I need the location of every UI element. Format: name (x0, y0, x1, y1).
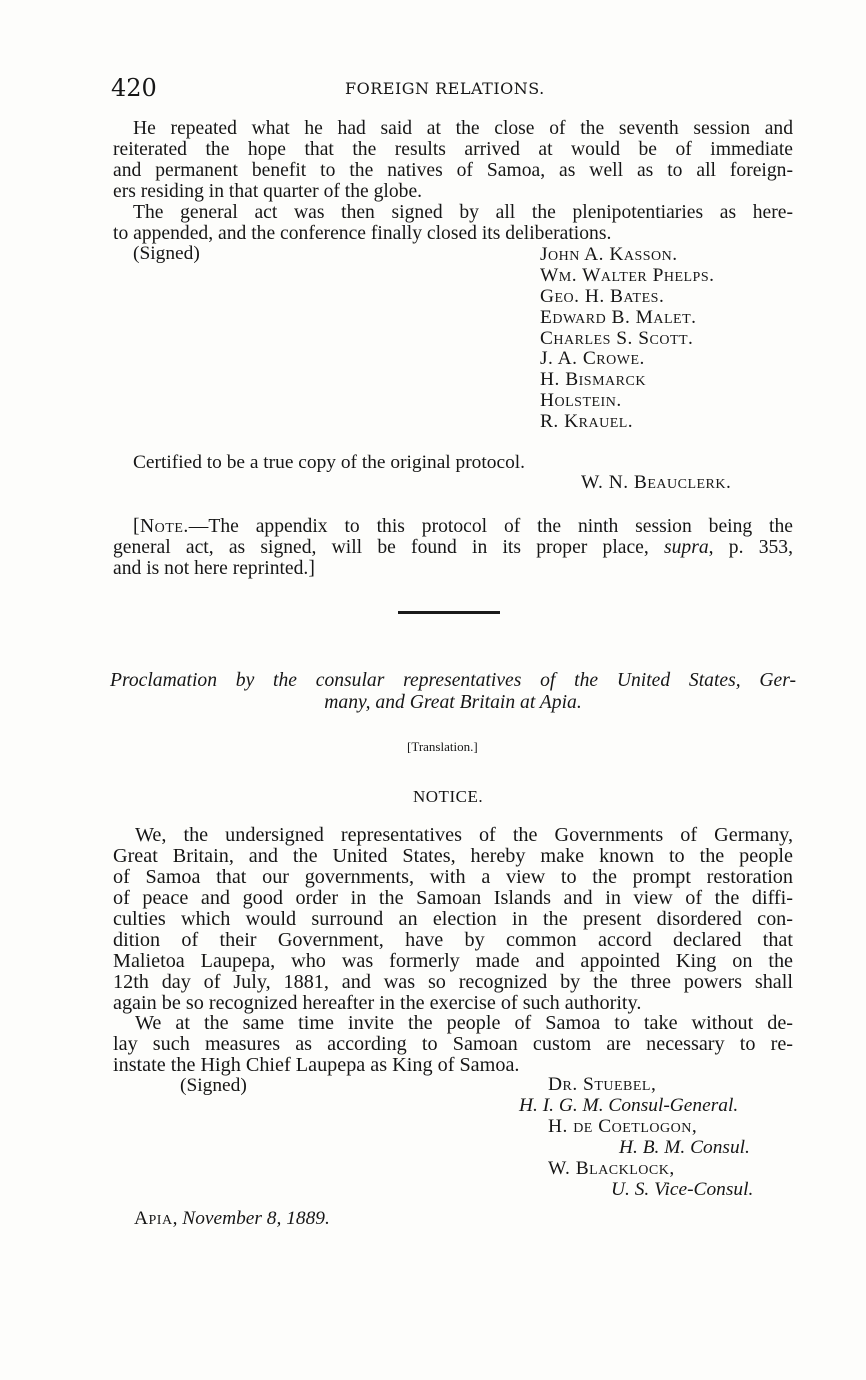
title-line: many, and Great Britain at Apia. (324, 692, 582, 713)
signatory: Wm. Walter Phelps. (540, 265, 715, 286)
dateline: Apia, November 8, 1889. (134, 1208, 330, 1229)
text-line: reiterated the hope that the results arrived at would be of immediate (113, 139, 793, 160)
text-line: again be so recognized hereafter in the exercise of such authority. (113, 992, 642, 1014)
signatory: Holstein. (540, 390, 622, 411)
text-line: We at the same time invite the people of Samoa to take without de- (135, 1012, 793, 1034)
text-line: ers residing in that quarter of the globe. (113, 181, 423, 202)
text-line: of peace and good order in the Samoan Islands and in view of the diffi- (113, 887, 793, 909)
proclamation-paragraph-1 (113, 825, 793, 1014)
note-text: general act, as signed, will be found in its proper place, (113, 537, 664, 558)
text-line (113, 516, 793, 537)
signatory: Charles S. Scott. (540, 328, 694, 349)
signatory: John A. Kasson. (540, 244, 678, 265)
signed-label: (Signed) (180, 1075, 247, 1096)
signer-title: H. I. G. M. Consul-General. (519, 1095, 739, 1116)
text-line: to appended, and the conference finally closed its deliberations. (113, 223, 612, 244)
proclamation-title (110, 670, 796, 714)
date: November 8, 1889. (182, 1208, 330, 1229)
signer-title: U. S. Vice-Consul. (611, 1179, 754, 1200)
note-paragraph (113, 516, 793, 579)
proclamation-paragraph-2 (113, 1013, 793, 1076)
certification-text: Certified to be a true copy of the original protocol. (133, 452, 525, 473)
running-head: FOREIGN RELATIONS. (345, 79, 545, 98)
text-line: 12th day of July, 1881, and was so recognized by the three powers shall (113, 971, 793, 993)
place: Apia (134, 1208, 173, 1229)
text-line: We, the undersigned representatives of the Governments of Germany, (135, 824, 793, 846)
page-number: 420 (111, 74, 157, 102)
section-divider (398, 611, 500, 614)
translation-label: [Translation.] (407, 739, 478, 754)
signatory: J. A. Crowe. (540, 348, 645, 369)
signer-name: Dr. Stuebel, (548, 1074, 657, 1095)
protocol-paragraph-1 (113, 118, 793, 202)
text-line: instate the High Chief Laupepa as King of Samoa. (113, 1054, 520, 1076)
text-line: dition of their Government, have by common accord declared that (113, 929, 793, 951)
signer-title: H. B. M. Consul. (619, 1137, 750, 1158)
certifier-name: W. N. Beauclerk. (581, 472, 732, 493)
text-line: lay such measures as according to Samoan custom are necessary to re- (113, 1033, 793, 1055)
text-line: culties which would surround an election in the present disordered con- (113, 908, 793, 930)
note-supra: supra (664, 537, 709, 558)
title-line: Proclamation by the consular representatives of the United States, Ger- (110, 670, 796, 691)
note-text: , p. 353, (708, 537, 793, 558)
text-line: of Samoa that our governments, with a view to the prompt restoration (113, 866, 793, 888)
text-line: and permanent benefit to the natives of Samoa, as well as to all foreign- (113, 160, 793, 181)
text-line: He repeated what he had said at the close of the seventh session and (133, 118, 793, 139)
signatory: H. Bismarck (540, 369, 646, 390)
notice-heading: NOTICE. (413, 787, 484, 806)
signer-name: H. de Coetlogon, (548, 1116, 698, 1137)
protocol-paragraph-2 (113, 202, 793, 244)
signatory: R. Krauel. (540, 411, 634, 432)
text-line: Great Britain, and the United States, hereby make known to the people (113, 845, 793, 867)
signer-name: W. Blacklock, (548, 1158, 675, 1179)
text-line: and is not here reprinted.] (113, 558, 315, 579)
note-label: [Note. (133, 516, 189, 537)
signatory: Edward B. Malet. (540, 307, 697, 328)
text-line: Malietoa Laupepa, who was formerly made and appointed King on the (113, 950, 793, 972)
signatory: Geo. H. Bates. (540, 286, 665, 307)
signed-label: (Signed) (133, 243, 200, 264)
text-line (113, 537, 793, 558)
note-text: —The appendix to this protocol of the ninth session being the (188, 516, 793, 537)
text-line: The general act was then signed by all the plenipotentiaries as here- (133, 202, 793, 223)
